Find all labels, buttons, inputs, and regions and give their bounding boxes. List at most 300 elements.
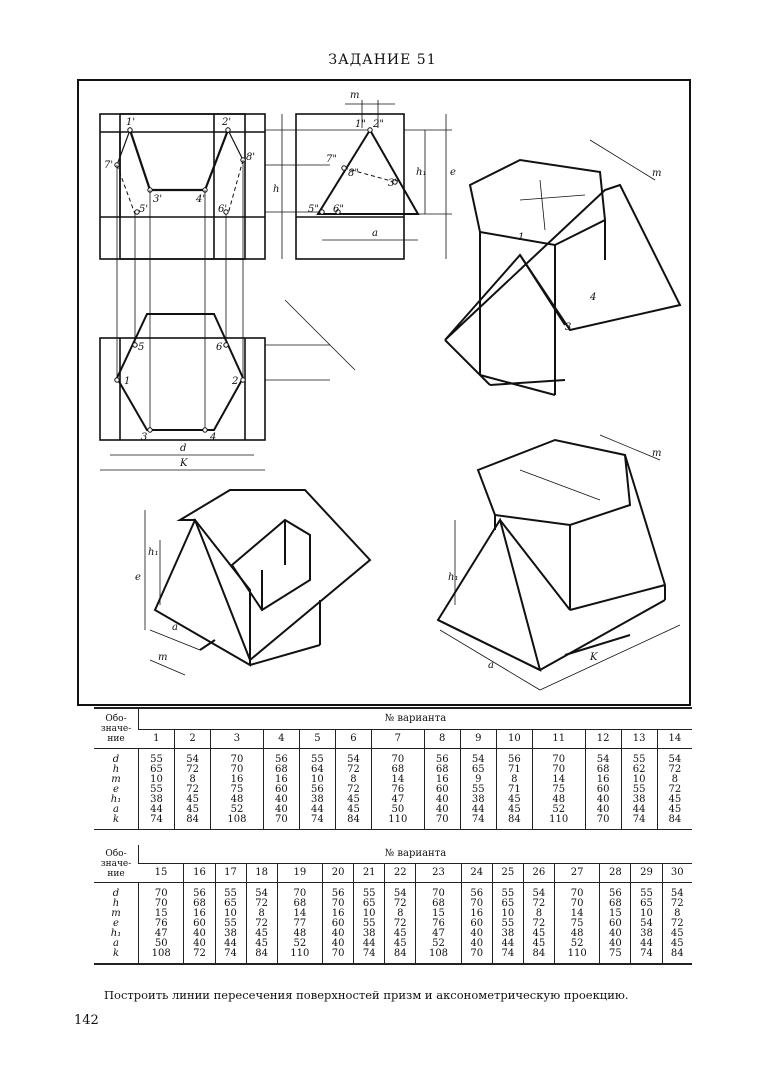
table-cell: 72 xyxy=(662,899,692,909)
table-cell: 70 xyxy=(323,899,354,909)
table-cell: 55 xyxy=(139,785,175,795)
table-cell: 54 xyxy=(662,883,692,900)
dim-m-front: m xyxy=(350,90,360,101)
table-cell: 54 xyxy=(631,919,662,929)
row-symbol: h xyxy=(112,764,120,775)
table-cell: 54 xyxy=(585,749,621,766)
iso2-label-h1: h₁ xyxy=(148,547,159,558)
table1-variant-title: № варианта xyxy=(139,708,693,730)
table-cell: 68 xyxy=(600,899,631,909)
table-cell: 70 xyxy=(532,765,585,775)
table-cell: 45 xyxy=(523,929,554,939)
table-cell: 70 xyxy=(585,815,621,830)
table-cell: 54 xyxy=(246,883,277,900)
table-cell: 55 xyxy=(215,919,246,929)
variant-number: 10 xyxy=(496,730,532,749)
variant-number: 28 xyxy=(600,864,631,883)
row-symbol: a xyxy=(113,938,119,949)
table-cell: 84 xyxy=(175,815,211,830)
table2-header-label: Обо- значе- ние xyxy=(94,845,139,883)
table-cell: 70 xyxy=(211,749,264,766)
table-cell: 60 xyxy=(424,785,460,795)
table-cell: 45 xyxy=(246,929,277,939)
table-cell: 48 xyxy=(277,929,322,939)
projection-lines xyxy=(117,130,370,430)
variant-number: 2 xyxy=(175,730,211,749)
iso3-label-m: m xyxy=(652,448,662,459)
table-cell: 56 xyxy=(496,749,532,766)
table-cell: 40 xyxy=(424,795,460,805)
dimension-lines xyxy=(100,100,452,470)
table-cell: 16 xyxy=(461,909,492,919)
table-cell: 38 xyxy=(621,795,657,805)
table-cell: 60 xyxy=(184,919,215,929)
table-cell: 84 xyxy=(496,815,532,830)
table-cell: 74 xyxy=(215,949,246,964)
table-cell: 56 xyxy=(299,785,335,795)
table-cell: 45 xyxy=(385,939,416,949)
table-cell: 72 xyxy=(175,765,211,775)
table-cell: 56 xyxy=(323,883,354,900)
table-cell: 16 xyxy=(424,775,460,785)
label-3-top: 3 xyxy=(141,432,148,443)
label-3p: 3' xyxy=(153,194,163,205)
label-7p: 7' xyxy=(104,160,114,171)
table-cell: 68 xyxy=(263,765,299,775)
table-cell: 72 xyxy=(523,919,554,929)
table-cell: 72 xyxy=(184,949,215,964)
table-cell: 16 xyxy=(323,909,354,919)
table-cell: 65 xyxy=(139,765,175,775)
variant-number: 16 xyxy=(184,864,215,883)
label-3pp: 3" xyxy=(388,178,399,189)
variant-number: 6 xyxy=(335,730,371,749)
iso2-label-a: a xyxy=(172,622,178,633)
table-cell: 10 xyxy=(631,909,662,919)
iso2-label-m: m xyxy=(158,652,168,663)
table-cell: 70 xyxy=(211,765,264,775)
table-cell: 74 xyxy=(299,815,335,830)
variants-table-2 xyxy=(94,845,692,965)
table-cell: 15 xyxy=(139,909,184,919)
isometric-view-2 xyxy=(155,490,370,665)
variant-number: 25 xyxy=(492,864,523,883)
table-cell: 74 xyxy=(139,815,175,830)
table-cell: 45 xyxy=(662,929,692,939)
dim-h1: h₁ xyxy=(416,167,427,178)
table-cell: 65 xyxy=(492,899,523,909)
table-cell: 14 xyxy=(371,775,424,785)
row-symbol: m xyxy=(111,774,121,785)
variant-number: 23 xyxy=(416,864,461,883)
table-cell: 55 xyxy=(631,883,662,900)
table-cell: 40 xyxy=(600,939,631,949)
table-cell: 40 xyxy=(323,929,354,939)
iso3-label-h1: h₁ xyxy=(448,572,459,583)
table-cell: 44 xyxy=(299,805,335,815)
table-cell: 8 xyxy=(175,775,211,785)
label-6p: 6' xyxy=(218,204,228,215)
table-cell: 70 xyxy=(263,815,299,830)
table-row xyxy=(94,909,692,919)
row-symbol: a xyxy=(113,804,119,815)
label-6pp: 6" xyxy=(333,204,344,215)
table-cell: 50 xyxy=(371,805,424,815)
table-cell: 8 xyxy=(246,909,277,919)
table-cell: 8 xyxy=(496,775,532,785)
table-cell: 48 xyxy=(532,795,585,805)
table-cell: 52 xyxy=(532,805,585,815)
table-cell: 40 xyxy=(461,929,492,939)
variant-number: 22 xyxy=(385,864,416,883)
table-cell: 45 xyxy=(662,939,692,949)
table-cell: 38 xyxy=(139,795,175,805)
table-cell: 84 xyxy=(662,949,692,964)
table-cell: 56 xyxy=(184,883,215,900)
table-cell: 84 xyxy=(385,949,416,964)
table-cell: 16 xyxy=(263,775,299,785)
table-cell: 40 xyxy=(184,929,215,939)
table-cell: 44 xyxy=(354,939,385,949)
variant-number: 18 xyxy=(246,864,277,883)
table-cell: 40 xyxy=(184,939,215,949)
table-cell: 71 xyxy=(496,765,532,775)
table-cell: 65 xyxy=(354,899,385,909)
table-cell: 8 xyxy=(523,909,554,919)
table-cell: 77 xyxy=(277,919,322,929)
variant-number: 19 xyxy=(277,864,322,883)
table-cell: 70 xyxy=(277,883,322,900)
table-cell: 75 xyxy=(532,785,585,795)
table-cell: 65 xyxy=(460,765,496,775)
variant-number: 20 xyxy=(323,864,354,883)
table-cell: 54 xyxy=(657,749,692,766)
variant-number: 24 xyxy=(461,864,492,883)
isometric-view-1 xyxy=(445,140,680,395)
table-cell: 16 xyxy=(585,775,621,785)
variants-table-1 xyxy=(94,707,692,830)
table-cell: 40 xyxy=(600,929,631,939)
label-1p: 1' xyxy=(126,117,136,128)
label-4p: 4' xyxy=(196,194,206,205)
iso1-label-4: 4 xyxy=(590,292,597,303)
dim-d: d xyxy=(180,443,187,454)
dim-a: a xyxy=(372,228,378,239)
variant-number: 8 xyxy=(424,730,460,749)
table-cell: 108 xyxy=(139,949,184,964)
table-cell: 54 xyxy=(175,749,211,766)
table-cell: 70 xyxy=(139,883,184,900)
variant-number: 7 xyxy=(371,730,424,749)
table-cell: 72 xyxy=(523,899,554,909)
row-symbol: h₁ xyxy=(110,928,122,939)
table-cell: 75 xyxy=(554,919,599,929)
task-caption: Построить линии пересечения поверхностей призм и аксонометрическую проекцию. xyxy=(104,988,629,1002)
table-cell: 54 xyxy=(523,883,554,900)
table-cell: 44 xyxy=(460,805,496,815)
table-cell: 50 xyxy=(139,939,184,949)
table-cell: 74 xyxy=(621,815,657,830)
table-cell: 68 xyxy=(277,899,322,909)
table-cell: 72 xyxy=(335,765,371,775)
label-2p: 2' xyxy=(222,117,232,128)
dim-k: K xyxy=(180,458,188,469)
table-cell: 48 xyxy=(211,795,264,805)
dim-e: e xyxy=(450,167,456,178)
table-cell: 75 xyxy=(600,949,631,964)
table-cell: 110 xyxy=(371,815,424,830)
table-cell: 40 xyxy=(263,805,299,815)
variant-number: 13 xyxy=(621,730,657,749)
table-cell: 74 xyxy=(460,815,496,830)
table-cell: 47 xyxy=(139,929,184,939)
table-cell: 60 xyxy=(600,919,631,929)
label-8pp: 8" xyxy=(348,168,359,179)
row-symbol: e xyxy=(113,918,119,929)
table-cell: 44 xyxy=(492,939,523,949)
table-cell: 84 xyxy=(246,949,277,964)
label-2-top: 2 xyxy=(232,376,239,387)
table-cell: 68 xyxy=(416,899,461,909)
variant-number: 27 xyxy=(554,864,599,883)
table-cell: 55 xyxy=(139,749,175,766)
table-cell: 38 xyxy=(354,929,385,939)
table1-header-label: Обо- значе- ние xyxy=(94,708,139,749)
row-symbol: k xyxy=(112,814,120,825)
table-cell: 54 xyxy=(460,749,496,766)
side-view xyxy=(296,114,418,259)
table-cell: 45 xyxy=(246,939,277,949)
variant-number: 4 xyxy=(263,730,299,749)
table-cell: 40 xyxy=(263,795,299,805)
label-4-top: 4 xyxy=(210,432,217,443)
table-cell: 70 xyxy=(554,899,599,909)
table-cell: 60 xyxy=(263,785,299,795)
table-cell: 68 xyxy=(371,765,424,775)
table-cell: 15 xyxy=(600,909,631,919)
table-cell: 72 xyxy=(335,785,371,795)
table-cell: 38 xyxy=(492,929,523,939)
dim-h: h xyxy=(273,184,280,195)
table-cell: 48 xyxy=(554,929,599,939)
table-cell: 72 xyxy=(657,785,692,795)
table-cell: 72 xyxy=(385,919,416,929)
label-1-top: 1 xyxy=(124,376,131,387)
table-cell: 70 xyxy=(461,899,492,909)
table2-variant-title: № варианта xyxy=(139,845,693,864)
table-cell: 76 xyxy=(416,919,461,929)
isometric-view-3 xyxy=(438,440,665,670)
label-5pp: 5" xyxy=(308,204,319,215)
table-row xyxy=(94,899,692,909)
table-cell: 14 xyxy=(532,775,585,785)
table-cell: 72 xyxy=(657,765,692,775)
variant-number: 11 xyxy=(532,730,585,749)
table-cell: 16 xyxy=(211,775,264,785)
table-cell: 72 xyxy=(662,919,692,929)
table-row xyxy=(94,883,692,900)
table-cell: 10 xyxy=(354,909,385,919)
table-cell: 74 xyxy=(492,949,523,964)
table-cell: 54 xyxy=(385,883,416,900)
label-5p: 5' xyxy=(139,204,149,215)
row-symbol: e xyxy=(113,784,119,795)
iso3-label-a: a xyxy=(488,660,494,671)
drawing-frame xyxy=(78,80,690,705)
table-cell: 68 xyxy=(424,765,460,775)
table-cell: 45 xyxy=(657,805,692,815)
table-cell: 65 xyxy=(215,899,246,909)
table-cell: 55 xyxy=(354,883,385,900)
label-2pp: 2" xyxy=(373,119,384,130)
iso1-label-1: 1 xyxy=(518,232,525,243)
variant-number: 5 xyxy=(299,730,335,749)
table-cell: 70 xyxy=(424,815,460,830)
table-cell: 44 xyxy=(139,805,175,815)
table-cell: 10 xyxy=(621,775,657,785)
variant-number: 3 xyxy=(211,730,264,749)
table-cell: 76 xyxy=(371,785,424,795)
table-row xyxy=(94,815,692,830)
table-cell: 44 xyxy=(215,939,246,949)
table-row xyxy=(94,939,692,949)
table-cell: 10 xyxy=(299,775,335,785)
front-view xyxy=(100,114,265,259)
table-cell: 70 xyxy=(139,899,184,909)
table-cell: 72 xyxy=(385,899,416,909)
table-cell: 72 xyxy=(175,785,211,795)
table-cell: 62 xyxy=(621,765,657,775)
label-5-top: 5 xyxy=(138,342,145,353)
table-cell: 72 xyxy=(246,899,277,909)
iso1-label-m: m xyxy=(652,168,662,179)
table-cell: 52 xyxy=(211,805,264,815)
table-cell: 110 xyxy=(277,949,322,964)
label-6-top: 6 xyxy=(216,342,223,353)
row-symbol: d xyxy=(112,754,120,765)
table-row xyxy=(94,949,692,964)
table-cell: 15 xyxy=(416,909,461,919)
table-cell: 45 xyxy=(175,795,211,805)
table-cell: 108 xyxy=(416,949,461,964)
label-1pp: 1" xyxy=(355,119,366,130)
table-cell: 70 xyxy=(461,949,492,964)
variant-number: 12 xyxy=(585,730,621,749)
table-cell: 65 xyxy=(631,899,662,909)
table-cell: 38 xyxy=(460,795,496,805)
table-cell: 38 xyxy=(215,929,246,939)
table-cell: 10 xyxy=(492,909,523,919)
variant-number: 29 xyxy=(631,864,662,883)
table-cell: 84 xyxy=(657,815,692,830)
table-cell: 45 xyxy=(385,929,416,939)
table-cell: 10 xyxy=(215,909,246,919)
table-cell: 45 xyxy=(335,795,371,805)
table-cell: 45 xyxy=(523,939,554,949)
table-cell: 56 xyxy=(424,749,460,766)
table-cell: 8 xyxy=(385,909,416,919)
table-cell: 70 xyxy=(554,883,599,900)
table-cell: 55 xyxy=(460,785,496,795)
table-cell: 84 xyxy=(523,949,554,964)
variant-number: 30 xyxy=(662,864,692,883)
table-cell: 56 xyxy=(600,883,631,900)
table-cell: 8 xyxy=(335,775,371,785)
table-cell: 55 xyxy=(621,749,657,766)
table-cell: 14 xyxy=(554,909,599,919)
variant-number: 17 xyxy=(215,864,246,883)
table-cell: 47 xyxy=(371,795,424,805)
table-cell: 108 xyxy=(211,815,264,830)
table-cell: 72 xyxy=(246,919,277,929)
table-cell: 14 xyxy=(277,909,322,919)
label-7pp: 7" xyxy=(326,154,337,165)
table-cell: 40 xyxy=(585,795,621,805)
table-cell: 40 xyxy=(585,805,621,815)
iso3-label-k: K xyxy=(590,652,598,663)
row-symbol: d xyxy=(112,888,120,899)
table-cell: 16 xyxy=(184,909,215,919)
table-cell: 40 xyxy=(424,805,460,815)
table-cell: 70 xyxy=(323,949,354,964)
table-row xyxy=(94,919,692,929)
label-8p: 8' xyxy=(246,152,256,163)
table-cell: 110 xyxy=(554,949,599,964)
table-row xyxy=(94,929,692,939)
row-symbol: h xyxy=(112,898,120,909)
table-cell: 45 xyxy=(175,805,211,815)
table-cell: 68 xyxy=(585,765,621,775)
table-cell: 38 xyxy=(299,795,335,805)
table-cell: 60 xyxy=(323,919,354,929)
table-cell: 8 xyxy=(657,775,692,785)
iso1-label-3: 3 xyxy=(565,322,572,333)
row-symbol: m xyxy=(111,908,121,919)
table-cell: 74 xyxy=(354,949,385,964)
table-cell: 55 xyxy=(299,749,335,766)
task-title: ЗАДАНИЕ 51 xyxy=(328,52,437,68)
table-cell: 56 xyxy=(461,883,492,900)
table-cell: 55 xyxy=(354,919,385,929)
table-cell: 70 xyxy=(532,749,585,766)
table-cell: 55 xyxy=(621,785,657,795)
table-cell: 40 xyxy=(323,939,354,949)
table-cell: 68 xyxy=(184,899,215,909)
table-cell: 55 xyxy=(492,883,523,900)
table-cell: 55 xyxy=(215,883,246,900)
table-cell: 74 xyxy=(631,949,662,964)
table-cell: 45 xyxy=(335,805,371,815)
table-cell: 52 xyxy=(554,939,599,949)
variant-number: 15 xyxy=(139,864,184,883)
table-cell: 60 xyxy=(461,919,492,929)
table-cell: 70 xyxy=(416,883,461,900)
table-cell: 9 xyxy=(460,775,496,785)
table-cell: 45 xyxy=(496,805,532,815)
table-cell: 60 xyxy=(585,785,621,795)
table-cell: 54 xyxy=(335,749,371,766)
table-cell: 64 xyxy=(299,765,335,775)
variant-number: 1 xyxy=(139,730,175,749)
table-row xyxy=(94,749,692,766)
table-cell: 110 xyxy=(532,815,585,830)
table-cell: 44 xyxy=(621,805,657,815)
table-cell: 52 xyxy=(416,939,461,949)
table-cell: 70 xyxy=(371,749,424,766)
table-cell: 55 xyxy=(492,919,523,929)
table-cell: 45 xyxy=(496,795,532,805)
table-cell: 38 xyxy=(631,929,662,939)
